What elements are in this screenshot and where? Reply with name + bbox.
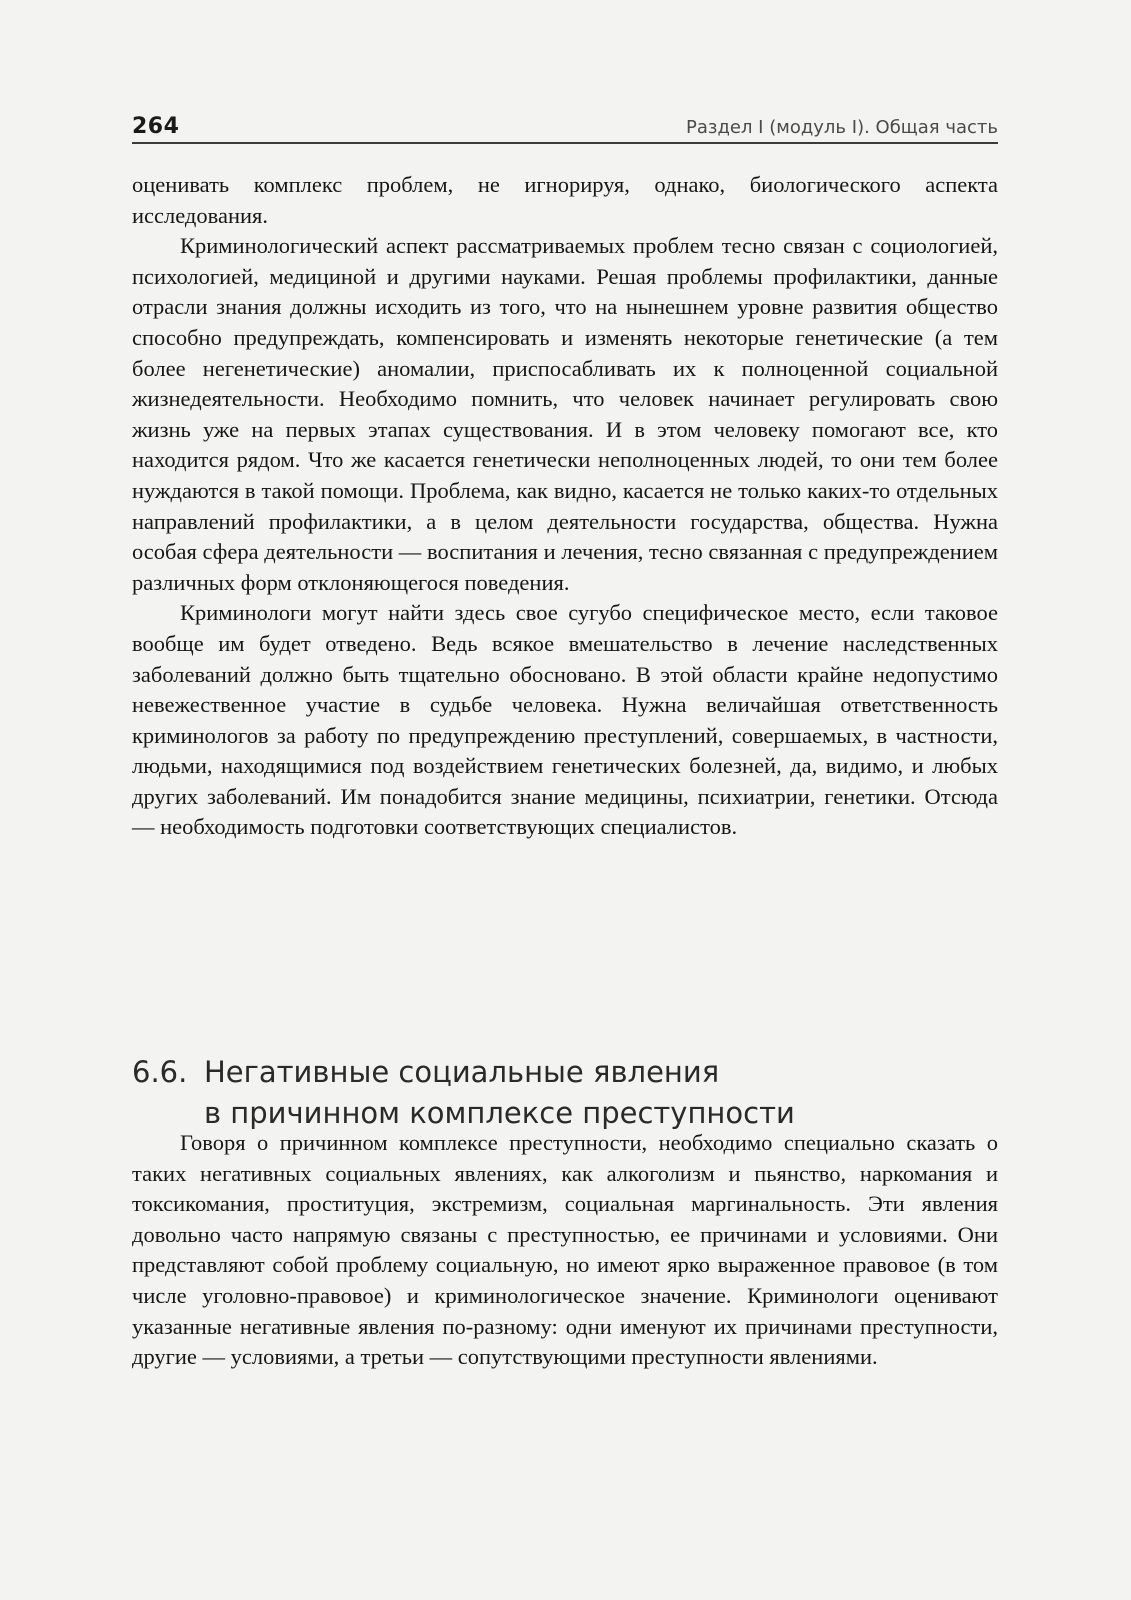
section-number: 6.6. (132, 1055, 188, 1089)
paragraph: Криминологический аспект рассматриваемых проблем тесно связан с социологией, психологией, медициной и другими науками. Решая проблемы профилактики, данные отрасли знания должны исходить из того, что на нынешнем уровне развития общество способно предупреждать, компенсировать и изменять некоторые генетические (а тем более негенетические) аномалии, приспосабливать их к полноценной социальной жизнедеятельности. Необходимо помнить, что человек начинает регулировать свою жизнь уже на первых этапах существования. И в этом человеку помогают все, кто находится рядом. Что же касается генетически неполноценных людей, то они тем более нуждаются в такой помощи. Проблема, как видно, касается не только каких-то отдельных направлений профилактики, а в целом деятельности государства, общества. Нужна особая сфера деятельности — воспитания и лечения, тесно связанная с предупреждением различных форм отклоняющегося поведения. (132, 233, 998, 595)
paragraph: Криминологи могут найти здесь свое сугубо специфическое место, если таковое вообще им будет отведено. Ведь всякое вмешательство в лечение наследственных заболеваний должно быть тщательно обосновано. В этой области крайне недопустимо невежественное участие в судьбе человека. Нужна величайшая ответственность криминологов за работу по предупреждению преступлений, совершаемых, в частности, людьми, находящимися под воздействием генетических болезней, да, видимо, и любых других заболеваний. Им понадобится знание медицины, психиатрии, генетики. Отсюда — необходимость подготовки соответствующих специалистов. (132, 600, 998, 840)
paragraph: Говоря о причинном комплексе преступности, необходимо специально сказать о таких негативных социальных явлениях, как алкоголизм и пьянство, наркомания и токсикомания, проституция, экстремизм, социальная маргинальность. Эти явления довольно часто напрямую связаны с преступностью, ее причинами и условиями. Они представляют собой проблему социальную, но имеют ярко выраженное правовое (в том числе уголовно-правовое) и криминологическое значение. Криминологи оценивают указанные негативные явления по-разному: одни именуют их причинами преступности, другие — условиями, а третьи — сопутствующими преступности явлениями. (132, 1130, 998, 1370)
section-heading (132, 1052, 998, 1134)
paragraph: оценивать комплекс проблем, не игнорируя, однако, биологического аспекта исследования. (132, 172, 998, 228)
section-heading-line-1: Негативные социальные явления (204, 1055, 720, 1089)
body-text-bottom (132, 1128, 998, 1373)
section-title: Раздел I (модуль I). Общая часть (685, 117, 998, 138)
running-header (132, 112, 998, 144)
section-heading-line-2: в причинном комплексе преступности (204, 1096, 795, 1130)
page-number: 264 (132, 114, 180, 139)
body-text-top (132, 170, 998, 843)
